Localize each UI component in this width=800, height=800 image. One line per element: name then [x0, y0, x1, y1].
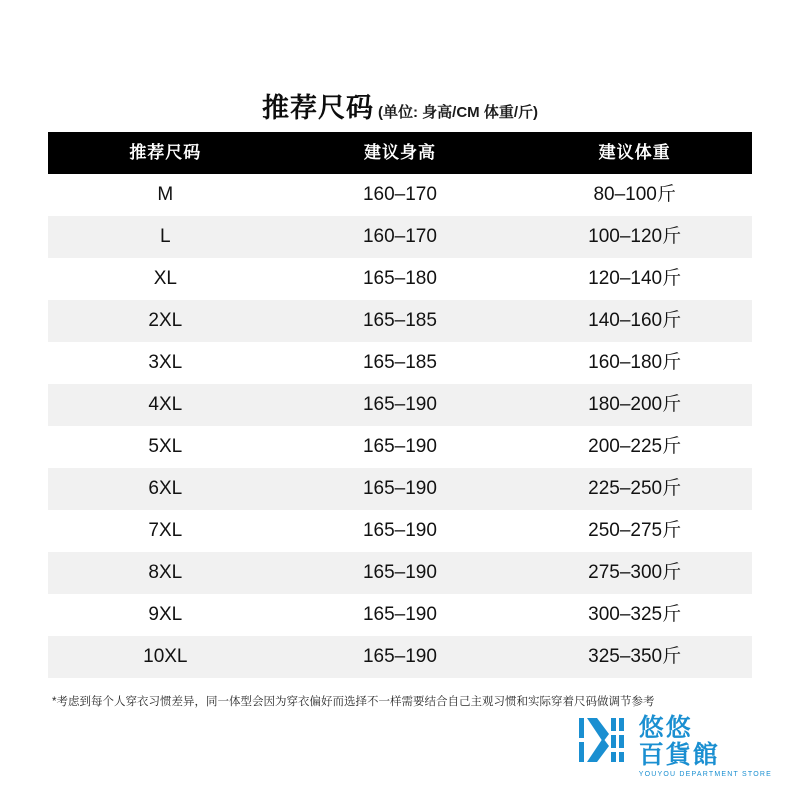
column-header-size: 推荐尺码 [48, 132, 283, 174]
cell-size: XL [48, 258, 283, 300]
cell-weight: 275–300斤 [517, 552, 752, 594]
cell-weight: 200–225斤 [517, 426, 752, 468]
table-row [48, 552, 752, 594]
cell-size: M [48, 174, 283, 216]
cell-size: 6XL [48, 468, 283, 510]
brand-logo [579, 714, 772, 778]
table-row [48, 216, 752, 258]
table-row [48, 174, 752, 216]
column-header-weight: 建议体重 [517, 132, 752, 174]
column-header-height: 建议身高 [283, 132, 518, 174]
cell-height: 165–190 [283, 636, 518, 678]
cell-weight: 180–200斤 [517, 384, 752, 426]
title-sub-text: (单位: 身高/CM 体重/斤) [378, 104, 538, 121]
cell-height: 165–190 [283, 384, 518, 426]
table-header-row [48, 132, 752, 174]
cell-size: 10XL [48, 636, 283, 678]
cell-size: 3XL [48, 342, 283, 384]
logo-line-2: 百貨館 [638, 740, 720, 769]
cell-size: 4XL [48, 384, 283, 426]
cell-height: 165–185 [283, 300, 518, 342]
table-row [48, 594, 752, 636]
size-table [48, 132, 752, 678]
cell-weight: 120–140斤 [517, 258, 752, 300]
cell-size: 2XL [48, 300, 283, 342]
logo-line-1: 悠悠 [638, 713, 693, 742]
cell-height: 165–190 [283, 468, 518, 510]
cell-size: L [48, 216, 283, 258]
page-title [0, 86, 800, 125]
cell-height: 165–190 [283, 552, 518, 594]
cell-weight: 250–275斤 [517, 510, 752, 552]
cell-height: 165–190 [283, 510, 518, 552]
cell-size: 7XL [48, 510, 283, 552]
table-row [48, 300, 752, 342]
cell-height: 165–190 [283, 594, 518, 636]
cell-weight: 325–350斤 [517, 636, 752, 678]
table-row [48, 426, 752, 468]
table-row [48, 468, 752, 510]
table-row [48, 510, 752, 552]
cell-size: 8XL [48, 552, 283, 594]
logo-text [639, 714, 772, 778]
table-row [48, 636, 752, 678]
cell-weight: 300–325斤 [517, 594, 752, 636]
logo-english-name: YOUYOU DEPARTMENT STORE [638, 771, 772, 778]
logo-mark-icon [579, 716, 631, 768]
cell-height: 165–190 [283, 426, 518, 468]
title-main-text: 推荐尺码 [262, 93, 374, 123]
cell-height: 160–170 [283, 216, 518, 258]
table-row [48, 384, 752, 426]
cell-weight: 225–250斤 [517, 468, 752, 510]
cell-weight: 100–120斤 [517, 216, 752, 258]
cell-weight: 80–100斤 [517, 174, 752, 216]
table-row [48, 342, 752, 384]
footnote-text: *考虑到每个人穿衣习惯差异，同一体型会因为穿衣偏好而选择不一样需要结合自己主观习惯和实际穿着尺码做调节参考 [52, 696, 655, 708]
table-body [48, 174, 752, 678]
cell-weight: 140–160斤 [517, 300, 752, 342]
cell-height: 165–180 [283, 258, 518, 300]
table-row [48, 258, 752, 300]
cell-height: 160–170 [283, 174, 518, 216]
cell-size: 9XL [48, 594, 283, 636]
cell-size: 5XL [48, 426, 283, 468]
cell-height: 165–185 [283, 342, 518, 384]
table-header [48, 132, 752, 174]
cell-weight: 160–180斤 [517, 342, 752, 384]
